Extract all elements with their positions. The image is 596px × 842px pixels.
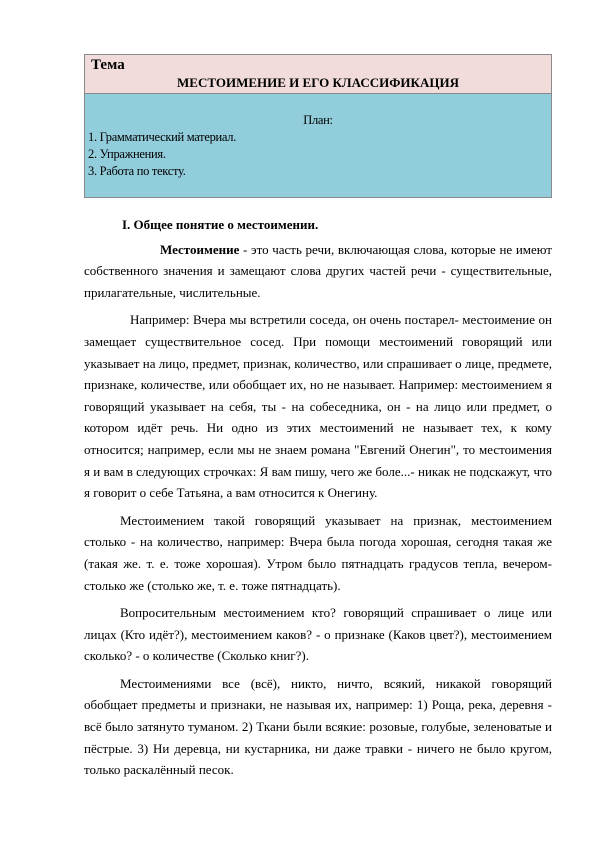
header-table xyxy=(84,54,552,198)
definition-paragraph xyxy=(84,239,552,304)
interrogative-paragraph: Вопросительным местоимением кто? говорящий спрашивает о лице или лицах (Кто идёт?), местоимением каков? - о признаке (Каков цвет?), местоимением сколько? - о количестве (Сколько книг?). xyxy=(84,605,552,664)
generalizing-paragraph: Местоимениями все (всё), никто, ничто, всякий, никакой говорящий обобщает предметы и признаки, не называя их, например: 1) Роща, река, деревня - всё было затянуто туманом. 2) Ткани были всякие: розовые, голубые, зеленоватые и пёстрые. 3) Ни деревца, ни кустарника, ни даже травки - ничего не было кругом, только раскалённый песок. xyxy=(84,675,552,778)
section-heading: I. Общее понятие о местоимении. xyxy=(122,217,319,232)
term-pronoun: Местоимение xyxy=(160,241,240,257)
topic-cell xyxy=(85,55,552,94)
example-paragraph: Например: Вчера мы встретили соседа, он очень постарел- местоимение он замещает существительное сосед. При помощи местоимений говорящий или указывает на лицо, предмет, признак, количество, или спрашивает о лице, предмете, признаке, количестве, или обобщает их, но не называет. Например: местоимением я говорящий указывает на себя, ты - на собеседника, он - на лицо или предмет, о котором идёт речь. Ни одно из этих местоимений не называет тех, к кому относится; например, если мы не знаем романа "Евгений Онегин", то местоимения я и вам в следующих строчках: Я вам пишу, чего же боле...- никак не подскажут, что я говорит о себе Татьяна, а вам относится к Онегину. xyxy=(84,312,552,501)
plan-item: 2. Упражнения. xyxy=(88,146,166,161)
plan-cell xyxy=(85,94,552,198)
plan-item: 3. Работа по тексту. xyxy=(88,163,186,178)
definition-text: - это часть речи, включающая слова, которые не имеют собственного значения и замещают слова других частей речи - существительные, прилагательные, числительные. xyxy=(84,241,552,300)
document-body xyxy=(84,214,552,787)
demonstrative-paragraph: Местоимением такой говорящий указывает на признак, местоимением столько - на количество, например: Вчера была погода хорошая, сегодня такая же (такая же. т. е. тоже хорошая). Утром было пятнадцать градусов тепла, вечером-столько же (столько же, т. е. тоже пятнадцать). xyxy=(84,512,552,593)
plan-title: План: xyxy=(303,112,333,127)
plan-item: 1. Грамматический материал. xyxy=(88,129,237,144)
topic-label: Тема xyxy=(91,57,125,73)
topic-title: МЕСТОИМЕНИЕ И ЕГО КЛАССИФИКАЦИЯ xyxy=(177,75,459,90)
